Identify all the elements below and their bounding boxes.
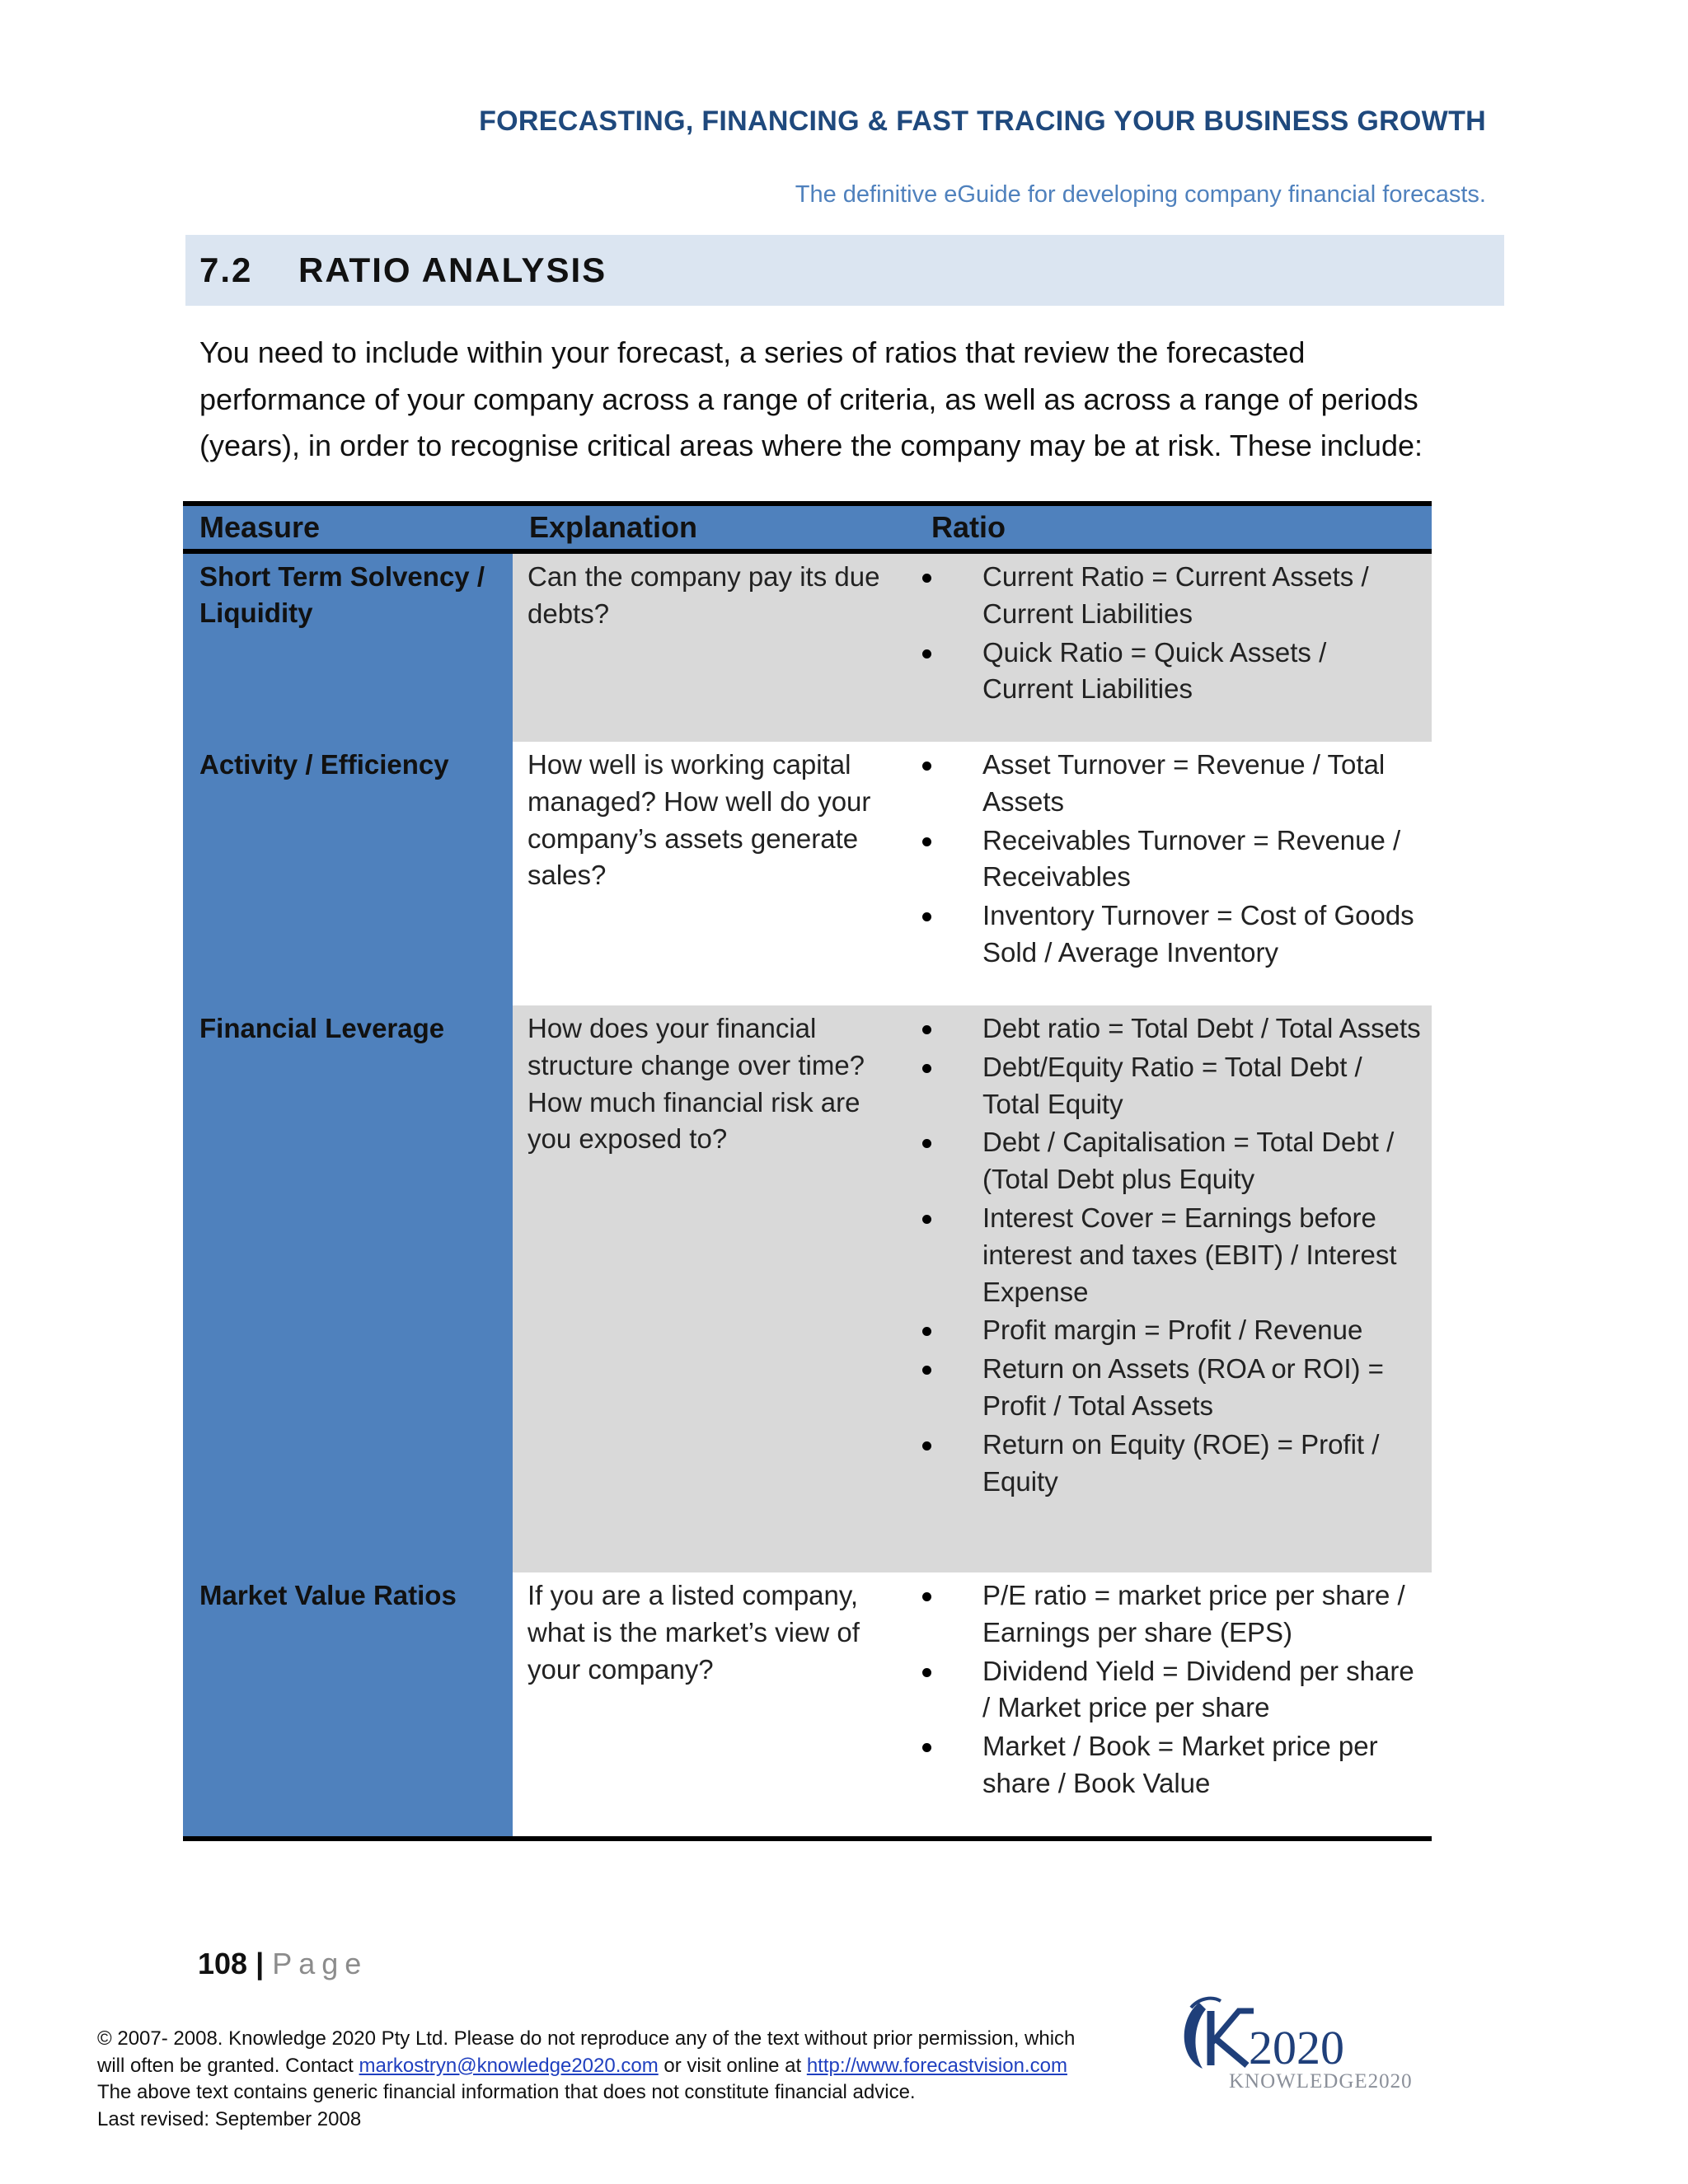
page-label: Page: [272, 1947, 368, 1980]
intro-paragraph: [199, 330, 1502, 470]
header-measure: Measure: [199, 510, 321, 544]
ratio-cell: [915, 554, 1432, 742]
copyright-line-contact: [97, 2053, 1169, 2080]
ratio-item: P/E ratio = market price per share / Earnings per share (EPS): [915, 1577, 1423, 1652]
revised-line: Last revised: September 2008: [97, 2107, 362, 2130]
ratio-cell: [915, 742, 1432, 1005]
intro-line: You need to include within your forecast, a series of ratios that review the forecasted: [199, 335, 1306, 369]
ratio-item: Return on Equity (ROE) = Profit / Equity: [915, 1427, 1423, 1501]
measure-cell: Activity / Efficiency: [183, 742, 513, 1005]
ratio-item: Profit margin = Profit / Revenue: [915, 1312, 1423, 1349]
document-header-subtitle: The definitive eGuide for developing company financial forecasts.: [795, 181, 1486, 208]
copyright-footer: [97, 2026, 1169, 2133]
table-row-liquidity: [183, 554, 1432, 742]
explanation-cell: If you are a listed company, what is the market’s view of your company?: [513, 1572, 915, 1836]
copyright-text: will often be granted. Contact: [97, 2054, 359, 2077]
page-number-separator: |: [256, 1947, 265, 1980]
section-heading: [185, 235, 1504, 306]
ratio-item: Debt/Equity Ratio = Total Debt / Total Equity: [915, 1049, 1423, 1123]
table-header-row: [183, 506, 1432, 554]
ratio-item: Return on Assets (ROA or ROI) = Profit / Total Assets: [915, 1351, 1423, 1425]
copyright-line: © 2007- 2008. Knowledge 2020 Pty Ltd. Please do not reproduce any of the text without prior permission, which: [97, 2027, 1076, 2050]
ratio-item: Debt ratio = Total Debt / Total Assets: [915, 1010, 1423, 1047]
k2020-logo-icon: [1175, 1993, 1422, 2100]
logo-mark-text: 2020: [1249, 2021, 1344, 2074]
intro-line: (years), in order to recognise critical areas where the company may be at risk. These include:: [199, 429, 1423, 462]
knowledge2020-logo: [1175, 1993, 1422, 2100]
table-row-market-value: [183, 1572, 1432, 1836]
ratio-item: Debt / Capitalisation = Total Debt / (Total Debt plus Equity: [915, 1124, 1423, 1198]
ratio-item: Interest Cover = Earnings before interest and taxes (EBIT) / Interest Expense: [915, 1200, 1423, 1310]
table-row-leverage: [183, 1005, 1432, 1572]
explanation-cell: How does your financial structure change over time? How much financial risk are you exposed to?: [513, 1005, 915, 1572]
email-link[interactable]: markostryn@knowledge2020.com: [359, 2054, 659, 2077]
intro-line: performance of your company across a range of criteria, as well as across a range of periods: [199, 382, 1418, 416]
page-number-value: 108: [198, 1947, 248, 1980]
ratio-item: Quick Ratio = Quick Assets / Current Liabilities: [915, 635, 1423, 709]
explanation-cell: How well is working capital managed? How well do your company’s assets generate sales?: [513, 742, 915, 1005]
table-row-activity: [183, 742, 1432, 1005]
ratio-item: Asset Turnover = Revenue / Total Assets: [915, 747, 1423, 821]
ratio-item: Inventory Turnover = Cost of Goods Sold / Average Inventory: [915, 898, 1423, 972]
document-header-title: FORECASTING, FINANCING & FAST TRACING YOUR BUSINESS GROWTH: [479, 105, 1486, 137]
ratio-cell: [915, 1572, 1432, 1836]
section-number: 7.2: [199, 251, 253, 289]
measure-cell: Market Value Ratios: [183, 1572, 513, 1836]
logo-wordmark: KNOWLEDGE2020: [1229, 2070, 1413, 2093]
page-number: [198, 1947, 368, 1981]
ratio-item: Dividend Yield = Dividend per share / Market price per share: [915, 1653, 1423, 1727]
header-ratio: Ratio: [931, 510, 1006, 544]
website-link[interactable]: http://www.forecastvision.com: [806, 2054, 1067, 2077]
ratio-table: [183, 501, 1432, 1841]
explanation-cell: Can the company pay its due debts?: [513, 554, 915, 742]
measure-cell: Short Term Solvency / Liquidity: [183, 554, 513, 742]
ratio-item: Receivables Turnover = Revenue / Receivables: [915, 823, 1423, 897]
ratio-cell: [915, 1005, 1432, 1572]
ratio-item: Market / Book = Market price per share / Book Value: [915, 1728, 1423, 1802]
disclaimer-line: The above text contains generic financial information that does not constitute financial advice.: [97, 2081, 916, 2103]
ratio-item: Current Ratio = Current Assets / Current Liabilities: [915, 559, 1423, 633]
measure-cell: Financial Leverage: [183, 1005, 513, 1572]
copyright-text: or visit online at: [658, 2054, 807, 2077]
section-title: RATIO ANALYSIS: [298, 251, 607, 289]
header-explanation: Explanation: [529, 510, 698, 544]
